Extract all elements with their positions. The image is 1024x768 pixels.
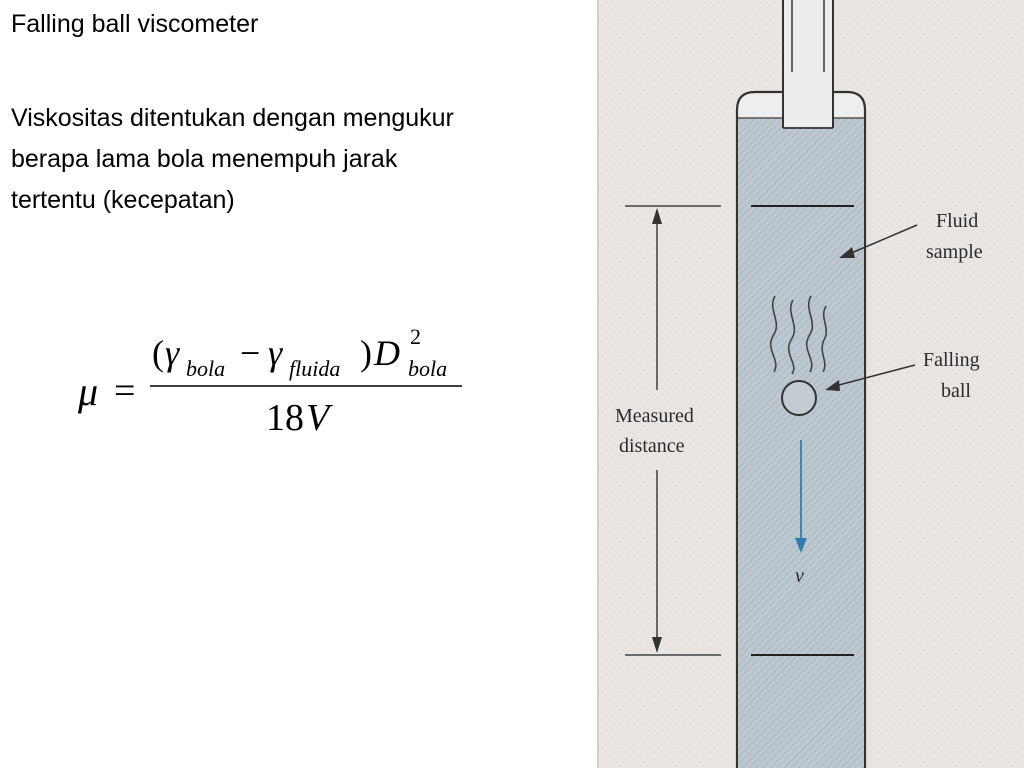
formula-denominator-v: V <box>306 397 330 439</box>
formula-gamma-ball: γ <box>165 333 180 373</box>
formula-d-subscript: bola <box>408 356 448 381</box>
label-distance: distance <box>619 435 685 457</box>
slide-body <box>11 98 586 221</box>
label-falling: Falling <box>923 349 980 371</box>
formula-minus: − <box>240 333 261 373</box>
body-line: berapa lama bola menempuh jarak <box>11 145 398 173</box>
body-line: Viskositas ditentukan dengan mengukur <box>11 104 454 132</box>
formula-denominator-number: 18 <box>266 397 304 439</box>
label-measured: Measured <box>615 405 694 427</box>
formula-gamma-fluid-subscript: fluida <box>289 356 341 381</box>
label-ball: ball <box>941 380 971 402</box>
body-line: tertentu (kecepatan) <box>11 186 235 214</box>
viscometer-illustration <box>597 0 1024 768</box>
formula-mu: μ <box>78 369 99 414</box>
formula-equals: = <box>114 370 136 412</box>
formula-d-superscript: 2 <box>410 324 421 349</box>
formula-open-paren: ( <box>152 333 164 373</box>
formula-gamma-ball-subscript: bola <box>186 356 226 381</box>
viscosity-formula <box>70 320 490 450</box>
label-sample: sample <box>926 241 983 263</box>
falling-ball <box>782 381 816 415</box>
slide-title: Falling ball viscometer <box>11 10 259 38</box>
label-fluid: Fluid <box>936 210 979 232</box>
formula-d: D <box>374 333 400 373</box>
label-velocity: v <box>795 565 804 587</box>
guide-tube <box>783 0 833 128</box>
formula-gamma-fluid: γ <box>268 333 283 373</box>
formula-close-paren: ) <box>360 333 372 373</box>
